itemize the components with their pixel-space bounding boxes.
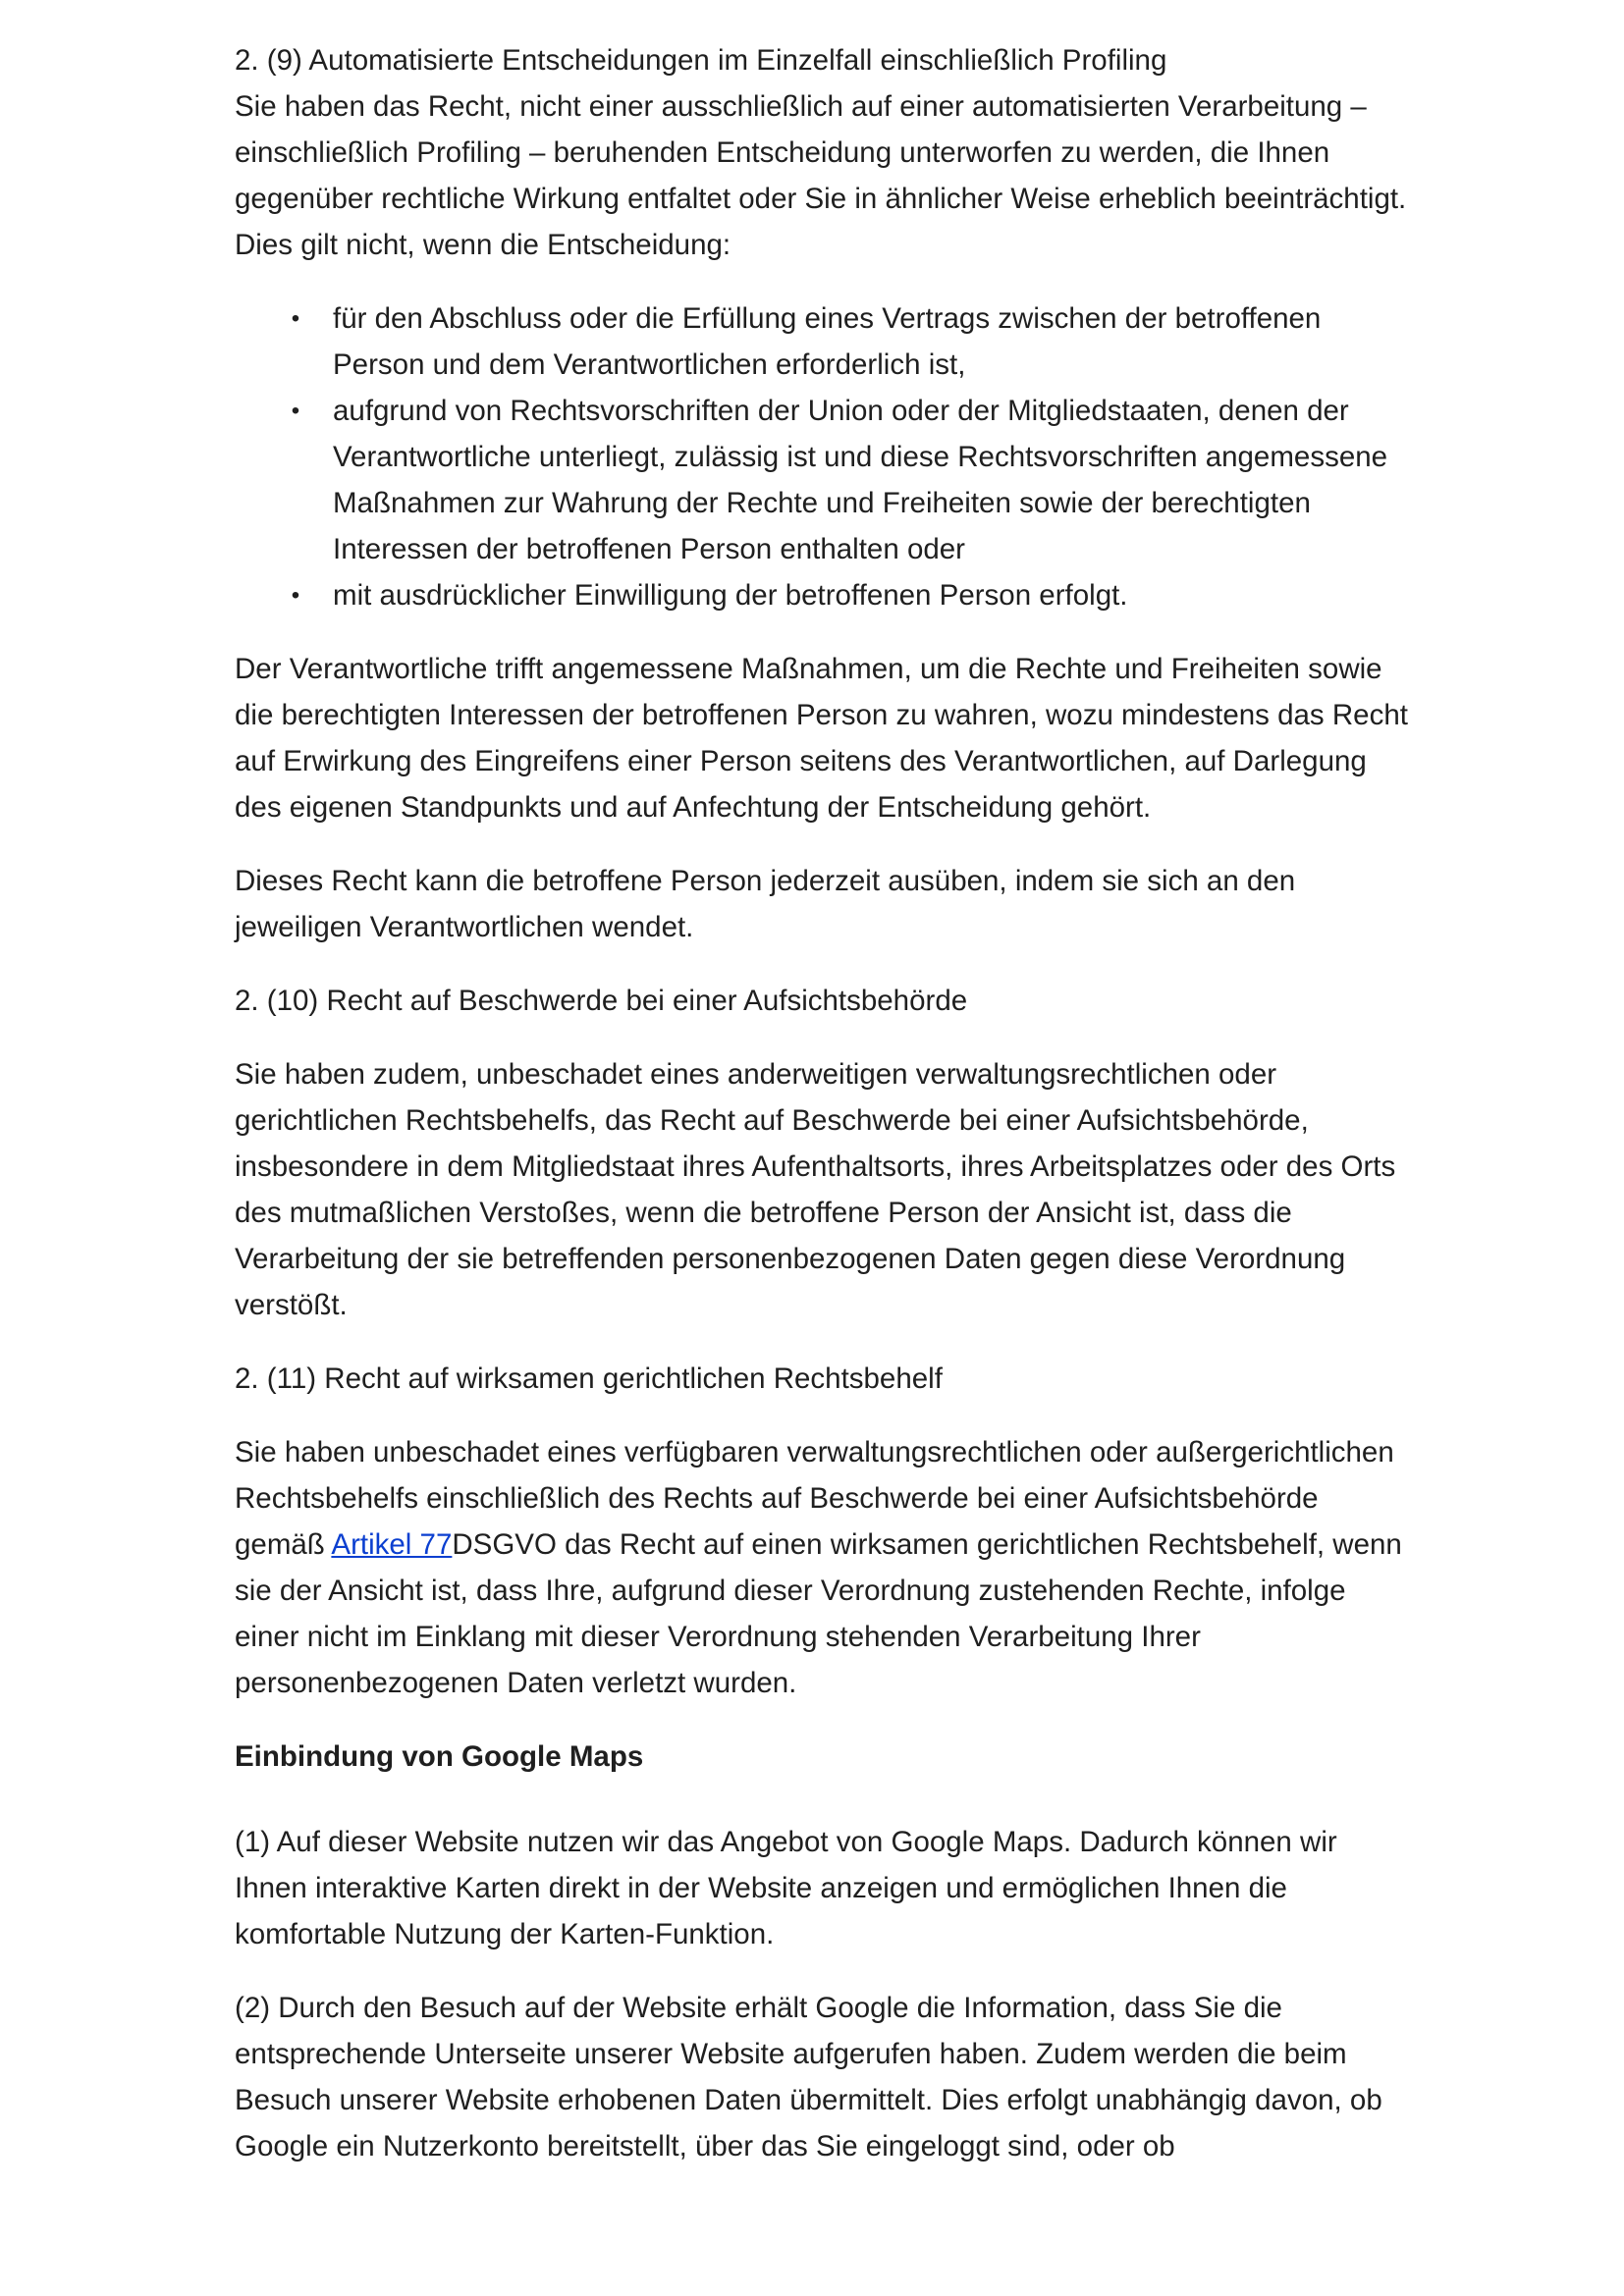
artikel-77-link[interactable]: Artikel 77 [331,1528,453,1561]
list-item [291,572,1413,618]
section-11-text-after-link: DSGVO das Recht auf einen wirksamen gerichtlichen Rechtsbehelf, wenn sie der Ansicht ist, dass Ihre, aufgrund dieser Verordnung zustehenden Rechte, infolge einer nicht im Einklang mit dieser Verordnung stehenden Verarbeitung Ihrer personenbezogenen Daten verletzt wurden. [235,1528,1402,1699]
section-11-paragraph [235,1429,1413,1706]
list-item [291,388,1413,572]
list-item [291,295,1413,388]
list-item-text: mit ausdrücklicher Einwilligung der betroffenen Person erfolgt. [333,579,1128,612]
document-page [235,37,1413,2197]
section-11-heading: 2. (11) Recht auf wirksamen gerichtlichen Rechtsbehelf [235,1362,943,1395]
section-10-paragraph: Sie haben zudem, unbeschadet eines anderweitigen verwaltungsrechtlichen oder gerichtlichen Rechtsbehelfs, das Recht auf Beschwerde bei einer Aufsichtsbehörde, insbesondere in dem Mitgliedstaat ihres Aufenthaltsorts, ihres Arbeitsplatzes oder des Orts des mutmaßlichen Verstoßes, wenn die betroffene Person der Ansicht ist, dass die Verarbeitung der sie betreffenden personenbezogenen Daten gegen diese Verordnung verstößt. [235,1058,1396,1321]
section-9-bullet-list [235,295,1413,618]
section-9-heading: 2. (9) Automatisierte Entscheidungen im Einzelfall einschließlich Profiling [235,44,1167,77]
list-item-text: aufgrund von Rechtsvorschriften der Union oder der Mitgliedstaaten, denen der Verantwortliche unterliegt, zulässig ist und diese Rechtsvorschriften angemessene Maßnahmen zur Wahrung der Rechte und Freiheiten sowie der berechtigten Interessen der betroffenen Person enthalten oder [333,395,1388,565]
google-maps-paragraph-1: (1) Auf dieser Website nutzen wir das Angebot von Google Maps. Dadurch können wir Ihnen interaktive Karten direkt in der Website anzeigen und ermöglichen Ihnen die komfortable Nutzung der Karten-Funktion. [235,1826,1337,1950]
bullet-icon: • [291,582,300,609]
section-9-paragraph-3: Dieses Recht kann die betroffene Person jederzeit ausüben, indem sie sich an den jeweiligen Verantwortlichen wendet. [235,865,1296,943]
google-maps-heading: Einbindung von Google Maps [235,1740,644,1773]
bullet-icon: • [291,398,300,424]
bullet-icon: • [291,305,300,332]
section-11-text-before-link: Sie haben unbeschadet eines verfügbaren verwaltungsrechtlichen oder außergerichtlichen Rechtsbehelfs einschließlich des Rechts auf Beschwerde bei einer Aufsichtsbehörde gemäß [235,1436,1394,1561]
google-maps-paragraph-2: (2) Durch den Besuch auf der Website erhält Google die Information, dass Sie die entsprechende Unterseite unserer Website aufgerufen haben. Zudem werden die beim Besuch unserer Website erhobenen Daten übermittelt. Dies erfolgt unabhängig davon, ob Google ein Nutzerkonto bereitstellt, über das Sie eingeloggt sind, oder ob [235,1992,1382,2163]
section-10-heading: 2. (10) Recht auf Beschwerde bei einer Aufsichtsbehörde [235,985,968,1017]
section-9-intro: Sie haben das Recht, nicht einer ausschließlich auf einer automatisierten Verarbeitung – einschließlich Profiling – beruhenden Entscheidung unterworfen zu werden, die Ihnen gegenüber rechtliche Wirkung entfaltet oder Sie in ähnlicher Weise erheblich beeinträchtigt. Dies gilt nicht, wenn die Entscheidung: [235,90,1407,261]
section-9-paragraph-2: Der Verantwortliche trifft angemessene Maßnahmen, um die Rechte und Freiheiten sowie die berechtigten Interessen der betroffenen Person zu wahren, wozu mindestens das Recht auf Erwirkung des Eingreifens einer Person seitens des Verantwortlichen, auf Darlegung des eigenen Standpunkts und auf Anfechtung der Entscheidung gehört. [235,653,1408,824]
list-item-text: für den Abschluss oder die Erfüllung eines Vertrags zwischen der betroffenen Person und dem Verantwortlichen erforderlich ist, [333,302,1322,381]
